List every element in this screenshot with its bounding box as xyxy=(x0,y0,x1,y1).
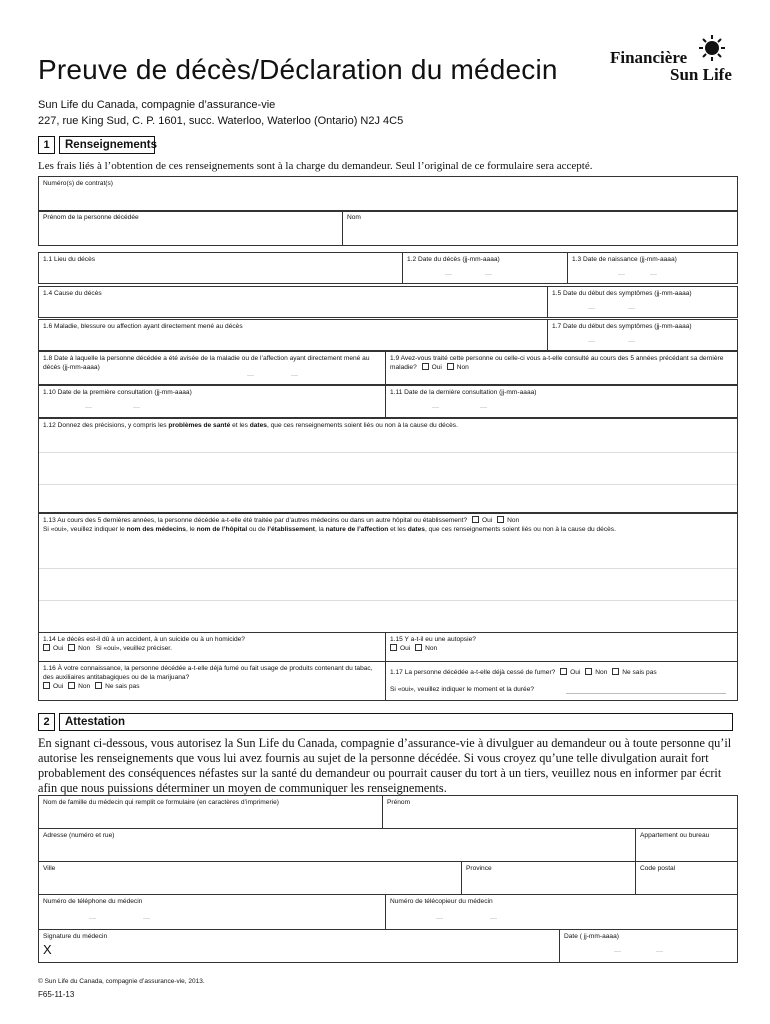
date-separator: — xyxy=(247,372,254,379)
section2-header xyxy=(38,713,733,731)
copyright: © Sun Life du Canada, compagnie d’assurance-vie, 2013. xyxy=(38,978,205,985)
date-label: Date ( jj-mm-aaaa) xyxy=(564,933,619,940)
f1-16-label xyxy=(43,664,378,691)
city-label: Ville xyxy=(43,865,56,872)
date-separator: — xyxy=(445,271,452,278)
f1-16-text: 1.16 À votre connaissance, la personne décédée a-t-elle déjà fumé ou fait usage de produits contenant du tabac, des auxiliaires antitabagiques ou de la marijuana? xyxy=(43,665,373,681)
f1-1-label: 1.1 Lieu du décès xyxy=(43,256,96,263)
no-label: Non xyxy=(78,683,91,690)
f1-9-label xyxy=(390,354,730,372)
date-separator: — xyxy=(614,948,621,955)
yes-label: Oui xyxy=(53,683,64,690)
f1-9-no-checkbox[interactable] xyxy=(447,363,454,370)
f1-4-label: 1.4 Cause du décès xyxy=(43,290,102,297)
logo-line1: Financière xyxy=(610,48,688,67)
f1-15-text: 1.15 Y a-t-il eu une autopsie? xyxy=(390,636,476,643)
doctor-firstname-field[interactable] xyxy=(382,795,738,829)
place-of-death-field[interactable] xyxy=(38,252,403,284)
f1-15-no-checkbox[interactable] xyxy=(415,644,422,651)
informed-date-field[interactable] xyxy=(38,351,386,385)
apartment-label: Appartement ou bureau xyxy=(640,832,710,839)
f1-13-text: 1.13 Au cours des 5 dernières années, la personne décédée a-t-elle été traitée par d’autres médecins ou dans un autre hôpital ou établissement? xyxy=(43,517,468,524)
doctor-lastname-field[interactable] xyxy=(38,795,383,829)
f1-17-if-yes: Si «oui», veuillez indiquer le moment et la durée? xyxy=(390,686,535,693)
f1-16-yes-checkbox[interactable] xyxy=(43,682,50,689)
f1-13-text: Si «oui», veuillez indiquer le xyxy=(43,526,127,533)
sun-icon xyxy=(698,34,726,62)
unknown-label: Ne sais pas xyxy=(622,669,657,676)
f1-13-bold: l’établissement xyxy=(267,526,315,533)
date-of-death-field[interactable] xyxy=(402,252,568,284)
writing-line xyxy=(39,568,737,569)
f1-14-yes-checkbox[interactable] xyxy=(43,644,50,651)
f1-13-text: , la xyxy=(314,526,326,533)
date-separator: — xyxy=(291,372,298,379)
f1-12-text: et les xyxy=(230,422,250,429)
fax-separator: — xyxy=(436,915,443,922)
signature-field[interactable] xyxy=(38,929,560,963)
f1-16-unknown-checkbox[interactable] xyxy=(95,682,102,689)
f1-14-no-checkbox[interactable] xyxy=(68,644,75,651)
firstname-label: Prénom de la personne décédée xyxy=(43,214,139,221)
no-label: Non xyxy=(456,364,469,371)
section1-header xyxy=(38,136,158,154)
unknown-label: Ne sais pas xyxy=(105,683,140,690)
f1-2-label: 1.2 Date du décès (jj-mm-aaaa) xyxy=(407,256,500,263)
company-name: Sun Life du Canada, compagnie d’assurance-vie xyxy=(38,99,276,111)
address-label: Adresse (numéro et rue) xyxy=(43,832,115,839)
page-title: Preuve de décès/Déclaration du médecin xyxy=(38,54,558,85)
date-separator: — xyxy=(85,404,92,411)
yes-label: Oui xyxy=(481,517,493,524)
province-field[interactable] xyxy=(461,861,636,895)
yes-label: Oui xyxy=(53,645,64,652)
company-info xyxy=(38,97,403,129)
f1-3-label: 1.3 Date de naissance (jj-mm-aaaa) xyxy=(572,256,677,263)
f1-12-bold-health: problèmes de santé xyxy=(168,422,231,429)
attestation-text: En signant ci-dessous, vous autorisez la Sun Life du Canada, compagnie d’assurance-vie à divulguer au demandeur ou à toute personne qu’il autorise les renseignements que vous lui avez fournis au sujet de la personne décédée. Si vous croyez qu’une telle divulgation aurait fort probablement des conséquences néfastes sur la santé du demandeur ou pourrait causer du tort à un tiers, veuillez nous en informer par écrit afin que nous puissions déterminer un moyen de communiquer les renseignements. xyxy=(38,736,732,795)
first-consult-date-field[interactable] xyxy=(38,385,386,418)
fax-separator: — xyxy=(490,915,497,922)
writing-line xyxy=(39,452,737,453)
doctor-fax-field[interactable] xyxy=(385,894,738,930)
f1-14-label xyxy=(43,635,245,653)
yes-label: Oui xyxy=(431,364,442,371)
treated-question xyxy=(385,351,738,385)
f1-12-text: 1.12 Donnez des précisions, y compris les xyxy=(43,422,169,429)
date-separator: — xyxy=(588,338,595,345)
f1-17-unknown-checkbox[interactable] xyxy=(612,668,619,675)
section1-number: 1 xyxy=(38,136,55,154)
last-consult-date-field[interactable] xyxy=(385,385,738,418)
f1-14-if-yes: Si «oui», veuillez préciser. xyxy=(95,645,172,652)
phone-separator: — xyxy=(89,915,96,922)
writing-line xyxy=(39,484,737,485)
section2-title: Attestation xyxy=(59,713,733,731)
fax-label: Numéro de télécopieur du médecin xyxy=(390,898,493,905)
doctor-firstname-label: Prénom xyxy=(387,799,411,806)
f1-13-bold: nom de l’hôpital xyxy=(196,526,248,533)
f1-10-label: 1.10 Date de la première consultation (jj-mm-aaaa) xyxy=(43,389,192,396)
f1-13-bold: nature de l’affection xyxy=(325,526,389,533)
date-separator: — xyxy=(650,271,657,278)
f1-13-text: ou de xyxy=(247,526,268,533)
postal-label: Code postal xyxy=(640,865,676,872)
symptoms-start-date-1-field[interactable] xyxy=(547,286,738,318)
f1-13-text: , que ces renseignements soient liés ou non à la cause du décès. xyxy=(424,526,616,533)
f1-11-label: 1.11 Date de la dernière consultation (jj-mm-aaaa) xyxy=(390,389,537,396)
doctor-lastname-label: Nom de famille du médecin qui remplit ce formulaire (en caractères d’imprimerie) xyxy=(43,799,279,806)
other-doctors-field[interactable] xyxy=(38,513,738,633)
illness-field[interactable] xyxy=(38,319,548,351)
date-separator: — xyxy=(480,404,487,411)
writing-line xyxy=(39,600,737,601)
f1-9-text: 1.9 Avez-vous traité cette personne ou celle-ci vous a-t-elle consulté au cours des 5 années précédant sa dernière maladie? xyxy=(390,355,724,371)
accident-question xyxy=(38,632,386,662)
f1-6-label: 1.6 Maladie, blessure ou affection ayant directement mené au décès xyxy=(43,323,243,330)
postal-code-field[interactable] xyxy=(635,861,738,895)
date-separator: — xyxy=(133,404,140,411)
sun-life-logo xyxy=(606,34,736,84)
symptoms-start-date-2-field[interactable] xyxy=(547,319,738,351)
date-separator: — xyxy=(656,948,663,955)
deceased-lastname-field[interactable] xyxy=(342,210,738,246)
answer-line[interactable] xyxy=(566,693,726,694)
cause-of-death-field[interactable] xyxy=(38,286,548,318)
phone-separator: — xyxy=(143,915,150,922)
section1-note: Les frais liés à l’obtention de ces renseignements sont à la charge du demandeur. Seul l’original de ce formulaire sera accepté. xyxy=(38,160,593,172)
date-separator: — xyxy=(628,338,635,345)
province-label: Province xyxy=(466,865,492,872)
signature-label: Signature du médecin xyxy=(43,933,108,940)
f1-14-text: 1.14 Le décès est-il dû à un accident, à un suicide ou à un homicide? xyxy=(43,636,245,643)
f1-13-label xyxy=(43,516,733,534)
f1-12-label xyxy=(43,421,458,430)
contract-label: Numéro(s) de contrat(s) xyxy=(43,180,113,187)
f1-17-yes-checkbox[interactable] xyxy=(560,668,567,675)
quit-smoking-question xyxy=(385,661,738,701)
date-separator: — xyxy=(588,305,595,312)
section2-number: 2 xyxy=(38,713,55,731)
no-label: Non xyxy=(595,669,608,676)
f1-9-yes-checkbox[interactable] xyxy=(422,363,429,370)
date-separator: — xyxy=(628,305,635,312)
section1-title: Renseignements xyxy=(59,136,155,154)
f1-13-no-checkbox[interactable] xyxy=(497,516,504,523)
form-number: F65-11-13 xyxy=(38,990,75,999)
f1-13-bold: nom des médecins xyxy=(126,526,186,533)
date-separator: — xyxy=(618,271,625,278)
f1-7-label: 1.7 Date du début des symptômes (jj-mm-aaaa) xyxy=(552,323,692,330)
phone-label: Numéro de téléphone du médecin xyxy=(43,898,143,905)
f1-15-yes-checkbox[interactable] xyxy=(390,644,397,651)
no-label: Non xyxy=(78,645,91,652)
f1-16-no-checkbox[interactable] xyxy=(68,682,75,689)
apartment-field[interactable] xyxy=(635,828,738,862)
f1-12-bold-dates: dates xyxy=(249,422,267,429)
f1-13-text: et les xyxy=(388,526,408,533)
f1-17-label xyxy=(390,668,657,677)
no-label: Non xyxy=(507,517,520,524)
no-label: Non xyxy=(425,645,438,652)
address-field[interactable] xyxy=(38,828,636,862)
autopsy-question xyxy=(385,632,738,662)
lastname-label: Nom xyxy=(347,214,361,221)
date-separator: — xyxy=(432,404,439,411)
doctor-phone-field[interactable] xyxy=(38,894,386,930)
f1-15-label xyxy=(390,635,476,653)
health-details-field[interactable] xyxy=(38,418,738,513)
f1-5-label: 1.5 Date du début des symptômes (jj-mm-aaaa) xyxy=(552,290,692,297)
logo-line2: Sun Life xyxy=(670,65,732,84)
signature-date-field[interactable] xyxy=(559,929,738,963)
f1-17-text: 1.17 La personne décédée a-t-elle déjà cessé de fumer? xyxy=(390,669,556,676)
f1-13-bold: dates xyxy=(407,526,425,533)
f1-13-text: , le xyxy=(185,526,197,533)
signature-x-mark: X xyxy=(43,942,52,957)
date-separator: — xyxy=(485,271,492,278)
f1-13-yes-checkbox[interactable] xyxy=(472,516,479,523)
yes-label: Oui xyxy=(570,669,581,676)
deceased-firstname-field[interactable] xyxy=(38,210,343,246)
f1-8-label: 1.8 Date à laquelle la personne décédée a été avisée de la maladie ou de l’affection ayant directement mené au décès (jj-mm-aaaa) xyxy=(43,355,370,371)
f1-12-text: , que ces renseignements soient liés ou non à la cause du décès. xyxy=(266,422,458,429)
city-field[interactable] xyxy=(38,861,462,895)
yes-label: Oui xyxy=(400,645,411,652)
company-address: 227, rue King Sud, C. P. 1601, succ. Waterloo, Waterloo (Ontario) N2J 4C5 xyxy=(38,115,404,127)
smoking-question xyxy=(38,661,386,701)
date-of-birth-field[interactable] xyxy=(567,252,738,284)
contract-number-field[interactable] xyxy=(38,176,738,212)
f1-17-no-checkbox[interactable] xyxy=(585,668,592,675)
